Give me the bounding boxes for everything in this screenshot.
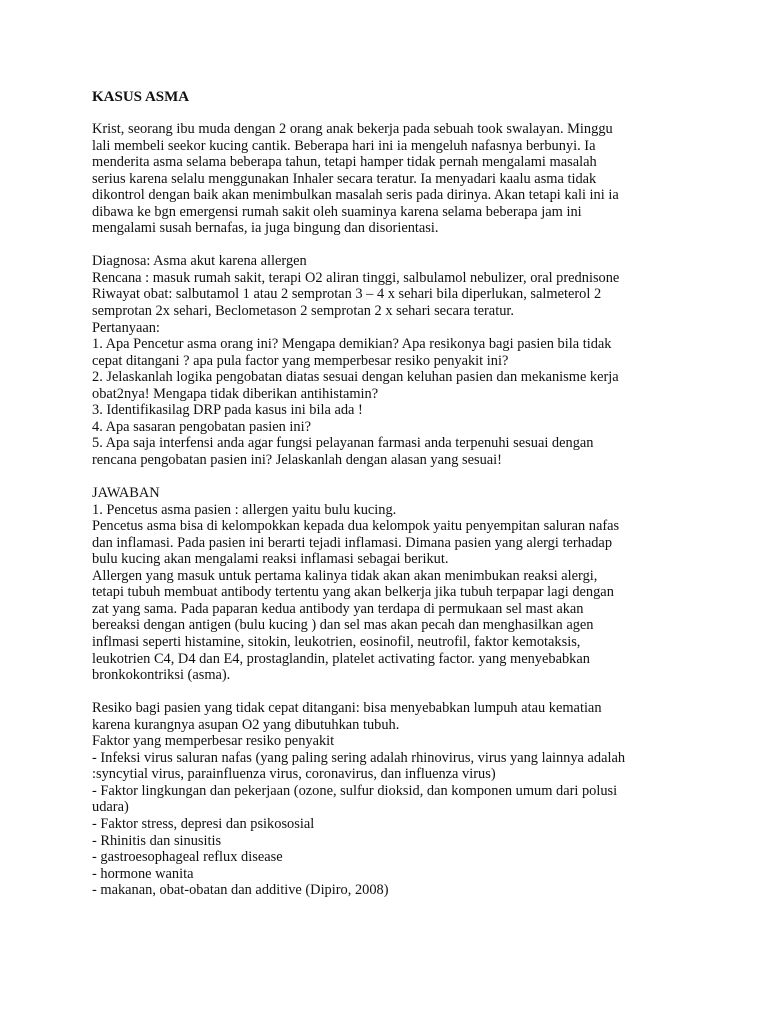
question-line: 1. Apa Pencetur asma orang ini? Mengapa demikian? Apa resikonya bagi pasien bila tidak [92, 336, 612, 353]
risk-factor-item: - gastroesophageal reflux disease [92, 849, 283, 866]
risk-factor-item: udara) [92, 799, 129, 816]
answer-heading: JAWABAN [92, 485, 160, 502]
question-line: obat2nya! Mengapa tidak diberikan antihistamin? [92, 385, 379, 402]
answer-line: bulu kucing akan mengalami reaksi inflamasi sebagai berikut. [92, 551, 449, 568]
risk-factor-item: - Faktor stress, depresi dan psikososial [92, 815, 315, 832]
plan-line: Rencana : masuk rumah sakit, terapi O2 aliran tinggi, salbulamol nebulizer, oral prednisone [92, 269, 620, 286]
case-line: serius karena selalu menggunakan Inhaler secara teratur. Ia menyadari kaalu asma tidak [92, 170, 597, 187]
document-title: KASUS ASMA [92, 89, 190, 105]
risk-factor-item: - hormone wanita [92, 865, 194, 882]
drug-history-line: Riwayat obat: salbutamol 1 atau 2 semprotan 3 – 4 x sehari bila diperlukan, salmeterol 2 [92, 286, 602, 303]
risk-line: karena kurangnya asupan O2 yang dibutuhkan tubuh. [92, 716, 400, 733]
answer-line: inflmasi seperti histamine, sitokin, leukotrien, eosinofil, neutrofil, faktor kemotaksis, [92, 633, 581, 650]
answer-line: dan inflamasi. Pada pasien ini berarti tejadi inflamasi. Dimana pasien yang alergi terhadap [92, 534, 613, 551]
case-line: dibawa ke bgn emergensi rumah sakit oleh suaminya karena selama beberapa jam ini [92, 203, 582, 220]
answer-line: zat yang sama. Pada paparan kedua antibody yan terdapa di permukaan sel mast akan [92, 600, 584, 617]
risk-factor-item: - Infeksi virus saluran nafas (yang paling sering adalah rhinovirus, virus yang lainnya adalah [92, 749, 626, 766]
answer-paragraph [92, 485, 682, 684]
case-line: menderita asma selama beberapa tahun, tetapi hamper tidak pernah mengalami masalah [92, 154, 597, 171]
risk-factor-item: - Faktor lingkungan dan pekerjaan (ozone, sulfur dioksid, dan komponen umum dari polusi [92, 782, 618, 799]
answer-line: Pencetus asma bisa di kelompokkan kepada dua kelompok yaitu penyempitan saluran nafas [92, 518, 620, 535]
risk-factor-item: - makanan, obat-obatan dan additive (Dipiro, 2008) [92, 882, 389, 899]
question-line: rencana pengobatan pasien ini? Jelaskanlah dengan alasan yang sesuai! [92, 451, 502, 468]
diagnosis-line: Diagnosa: Asma akut karena allergen [92, 253, 307, 270]
answer-line: leukotrien C4, D4 dan E4, prostaglandin, platelet activating factor. yang menyebabkan [92, 650, 590, 667]
document-page [92, 88, 682, 899]
answer-line: 1. Pencetus asma pasien : allergen yaitu bulu kucing. [92, 501, 397, 518]
case-line: mengalami susah bernafas, ia juga bingung dan disorientasi. [92, 220, 439, 237]
risk-factors-heading: Faktor yang memperbesar resiko penyakit [92, 733, 335, 750]
case-paragraph [92, 121, 682, 237]
case-line: Krist, seorang ibu muda dengan 2 orang anak bekerja pada sebuah took swalayan. Minggu [92, 121, 613, 137]
paragraph-spacer [92, 468, 682, 485]
risk-paragraph [92, 700, 682, 899]
drug-history-line: semprotan 2x sehari, Beclometason 2 semprotan 2 x sehari secara teratur. [92, 303, 514, 320]
question-line: cepat ditangani ? apa pula factor yang memperbesar resiko penyakit ini? [92, 352, 509, 369]
case-line: lali membeli seekor kucing cantik. Beberapa hari ini ia mengeluh nafasnya berbunyi. Ia [92, 137, 596, 154]
case-line: dikontrol dengan baik akan menimbulkan masalah seris pada dirinya. Akan tetapi kali ini ia [92, 187, 619, 204]
answer-line: bereaksi dengan antigen (bulu kucing ) dan sel mas akan pecah dan menghasilkan agen [92, 617, 594, 634]
question-line: 4. Apa sasaran pengobatan pasien ini? [92, 418, 311, 435]
risk-line: Resiko bagi pasien yang tidak cepat ditangani: bisa menyebabkan lumpuh atau kematian [92, 700, 602, 717]
diagnosis-paragraph [92, 253, 682, 468]
question-line: 2. Jelaskanlah logika pengobatan diatas sesuai dengan keluhan pasien dan mekanisme kerja [92, 369, 619, 386]
paragraph-spacer [92, 237, 682, 254]
question-line: 3. Identifikasilag DRP pada kasus ini bila ada ! [92, 402, 363, 419]
paragraph-spacer [92, 684, 682, 701]
risk-factor-item: :syncytial virus, parainfluenza virus, coronavirus, dan influenza virus) [92, 766, 496, 783]
answer-line: bronkokontriksi (asma). [92, 667, 231, 684]
risk-factor-item: - Rhinitis dan sinusitis [92, 832, 222, 849]
answer-line: Allergen yang masuk untuk pertama kalinya tidak akan akan menimbukan reaksi alergi, [92, 567, 598, 584]
question-line: 5. Apa saja interfensi anda agar fungsi pelayanan farmasi anda terpenuhi sesuai dengan [92, 435, 594, 452]
answer-line: tetapi tubuh membuat antibody tertentu yang akan belkerja jika tubuh terpapar lagi dengan [92, 584, 614, 601]
questions-heading: Pertanyaan: [92, 319, 160, 336]
